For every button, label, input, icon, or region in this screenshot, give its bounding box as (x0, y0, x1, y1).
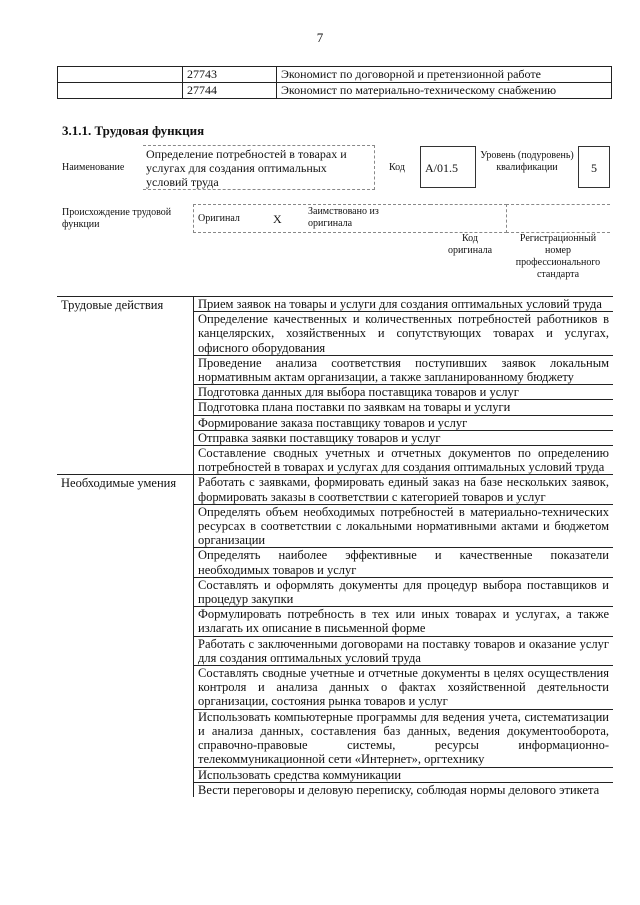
list-item: Отправка заявки поставщику товаров и услуг (194, 431, 613, 446)
occupation-title: Экономист по материально-техническому снабжению (277, 83, 612, 99)
table-cell-empty (58, 67, 183, 83)
group-label: Необходимые умения (57, 475, 194, 796)
table-cell-empty (58, 83, 183, 99)
competency-table (57, 296, 613, 797)
table-row (58, 83, 612, 99)
list-item: Подготовка данных для выбора поставщика товаров и услуг (194, 385, 613, 400)
origin-label: Происхождение трудовой функции (62, 207, 172, 230)
borrowed-label: Заимствовано из оригинала (308, 206, 379, 229)
level-label: Уровень (подуровень) квалификации (480, 150, 574, 173)
occupation-code: 27743 (183, 67, 277, 83)
occupation-title: Экономист по договорной и претензионной работе (277, 67, 612, 83)
list-item: Прием заявок на товары и услуги для создания оптимальных условий труда (194, 297, 613, 312)
list-item: Работать с заключенными договорами на поставку товаров и оказание услуг для создания оптимальных условий труда (194, 637, 613, 666)
section-title: 3.1.1. Трудовая функция (62, 123, 205, 138)
list-item: Использовать компьютерные программы для ведения учета, систематизации и анализа данных, составления баз данных, ведения документооборота, справочно-правовые системы, ресурсы информационно-телекоммуникационной сети «Интернет», оргтехнику (194, 710, 613, 768)
list-item: Формулировать потребность в тех или иных товарах и услугах, а также излагать их описание в письменной форме (194, 607, 613, 636)
name-label: Наименование (62, 162, 125, 173)
list-item: Работать с заявками, формировать единый заказ на базе нескольких заявок, формировать заказы в соответствии с категорией товаров и услуг (194, 475, 613, 504)
list-item: Составлять сводные учетные и отчетные документы в целях осуществления контроля и анализа данных о фактах хозяйственной деятельности организации, состояния рынка товаров и услуг (194, 666, 613, 710)
occupation-code: 27744 (183, 83, 277, 99)
code-value: A/01.5 (420, 146, 476, 188)
original-label: Оригинал (198, 213, 240, 224)
required-skills-group (57, 474, 613, 796)
level-value: 5 (578, 146, 610, 188)
group-items (194, 297, 613, 474)
list-item: Определять наиболее эффективные и качественные показатели необходимых товаров и услуг (194, 548, 613, 577)
table-row (58, 67, 612, 83)
list-item: Проведение анализа соответствия поступивших заявок локальным нормативным актам организации, а также запланированному бюджету (194, 356, 613, 385)
list-item: Использовать средства коммуникации (194, 768, 613, 783)
reg-number-label: Регистрационный номер профессионального стандарта (515, 233, 601, 280)
function-name-value: Определение потребностей в товарах и услугах для создания оптимальных условий труда (143, 145, 375, 190)
list-item: Формирование заказа поставщику товаров и услуг (194, 416, 613, 431)
code-original-box (430, 204, 507, 233)
labor-actions-group (57, 296, 613, 474)
original-mark: X (273, 212, 282, 226)
code-label: Код (389, 162, 405, 173)
code-original-label: Код оригинала (447, 233, 493, 256)
group-items (194, 475, 613, 796)
group-label: Трудовые действия (57, 297, 194, 474)
list-item: Составлять и оформлять документы для процедур выбора поставщиков и процедур закупки (194, 578, 613, 607)
list-item: Подготовка плана поставки по заявкам на товары и услуги (194, 400, 613, 415)
reg-number-box (506, 204, 610, 233)
list-item: Вести переговоры и деловую переписку, соблюдая нормы делового этикета (198, 782, 600, 797)
page-number: 7 (316, 30, 324, 45)
list-item: Составление сводных учетных и отчетных документов по определению потребностей в товарах и услугах для создания оптимальных условий труда (198, 446, 609, 475)
list-item: Определять объем необходимых потребностей в материально-технических ресурсах в соответствии с локальными нормативными актами и бюджетом организации (194, 505, 613, 549)
list-item: Определение качественных и количественных потребностей работников в канцелярских, хозяйственных и сопутствующих товарах и услугах, офисного оборудования (194, 312, 613, 356)
okz-table (57, 66, 612, 99)
